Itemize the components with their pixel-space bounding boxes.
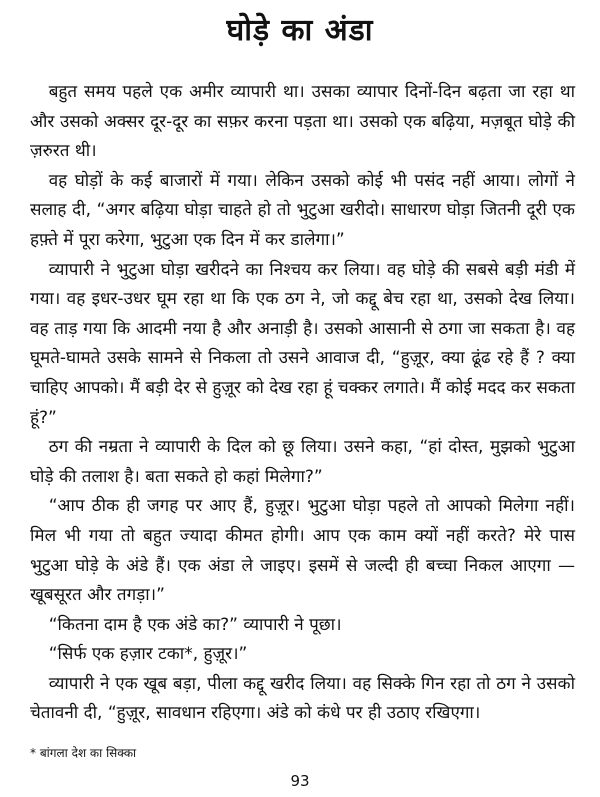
paragraph-2: वह घोड़ों के कई बाजारों में गया। लेकिन उसको कोई भी पसंद नहीं आया। लोगों ने सलाह दी, “अगर बढ़िया घोड़ा चाहते हो तो भुटुआ खरीदो। साधारण घोड़ा जितनी दूरी एक हफ़्ते में पूरा करेगा, भुटुआ एक दिन में कर डालेगा।”: [30, 170, 575, 250]
paragraph-8: व्यापारी ने एक खूब बड़ा, पीला कद्दू खरीद लिया। वह सिक्के गिन रहा तो ठग ने उसको चेतावनी दी, “हुज़ूर, सावधान रहिएगा। अंडे को कंधे पर ही उठाए रखिएगा।: [30, 673, 575, 724]
paragraph-1: बहुत समय पहले एक अमीर व्यापारी था। उसका व्यापार दिनों-दिन बढ़ता जा रहा था और उसको अक्सर दूर-दूर का सफ़र करना पड़ता था। उसको एक बढ़िया, मज़बूत घोड़े की ज़रुरत थी।: [30, 82, 575, 162]
page-number: 93: [290, 772, 310, 790]
paragraph-7: “सिर्फ एक हज़ार टका*, हुज़ूर।”: [48, 644, 248, 665]
paragraph-6: “कितना दाम है एक अंडे का?” व्यापारी ने पूछा।: [48, 614, 342, 635]
page-title: घोड़े का अंडा: [226, 13, 374, 48]
footnote: * बांगला देश का सिक्का: [30, 746, 137, 760]
paragraph-4: ठग की नम्रता ने व्यापारी के दिल को छू लिया। उसने कहा, “हां दोस्त, मुझको भुटुआ घोड़े की तलाश है। बता सकते हो कहां मिलेगा?”: [30, 437, 575, 487]
paragraph-5: “आप ठीक ही जगह पर आए हैं, हुज़ूर। भुटुआ घोड़ा पहले तो आपको मिलेगा नहीं। मिल भी गया तो बहुत ज्यादा कीमत होगी। आप एक काम क्यों नहीं करते? मेरे पास भुटुआ घोड़े के अंडे हैं। एक अंडा ले जाइए। इसमें से जल्दी ही बच्चा निकल आएगा — खूबसूरत और तगड़ा।”: [30, 496, 575, 606]
paragraph-3: व्यापारी ने भुटुआ घोड़ा खरीदने का निश्चय कर लिया। वह घोड़े की सबसे बड़ी मंडी में गया। वह इधर-उधर घूम रहा था कि एक ठग ने, जो कद्दू बेच रहा था, उसको देख लिया। वह ताड़ गया कि आदमी नया है और अनाड़ी है। उसको आसानी से ठगा जा सकता है। वह घूमते-घामते उसके सामने से निकला तो उसने आवाज दी, “हुज़ूर, क्या ढूंढ रहे हैं ? क्या चाहिए आपको। मैं बड़ी देर से हुज़ूर को देख रहा हूं चक्कर लगाते। मैं कोई मदद कर सकता हूं?”: [30, 259, 575, 428]
story-body: [30, 78, 575, 729]
